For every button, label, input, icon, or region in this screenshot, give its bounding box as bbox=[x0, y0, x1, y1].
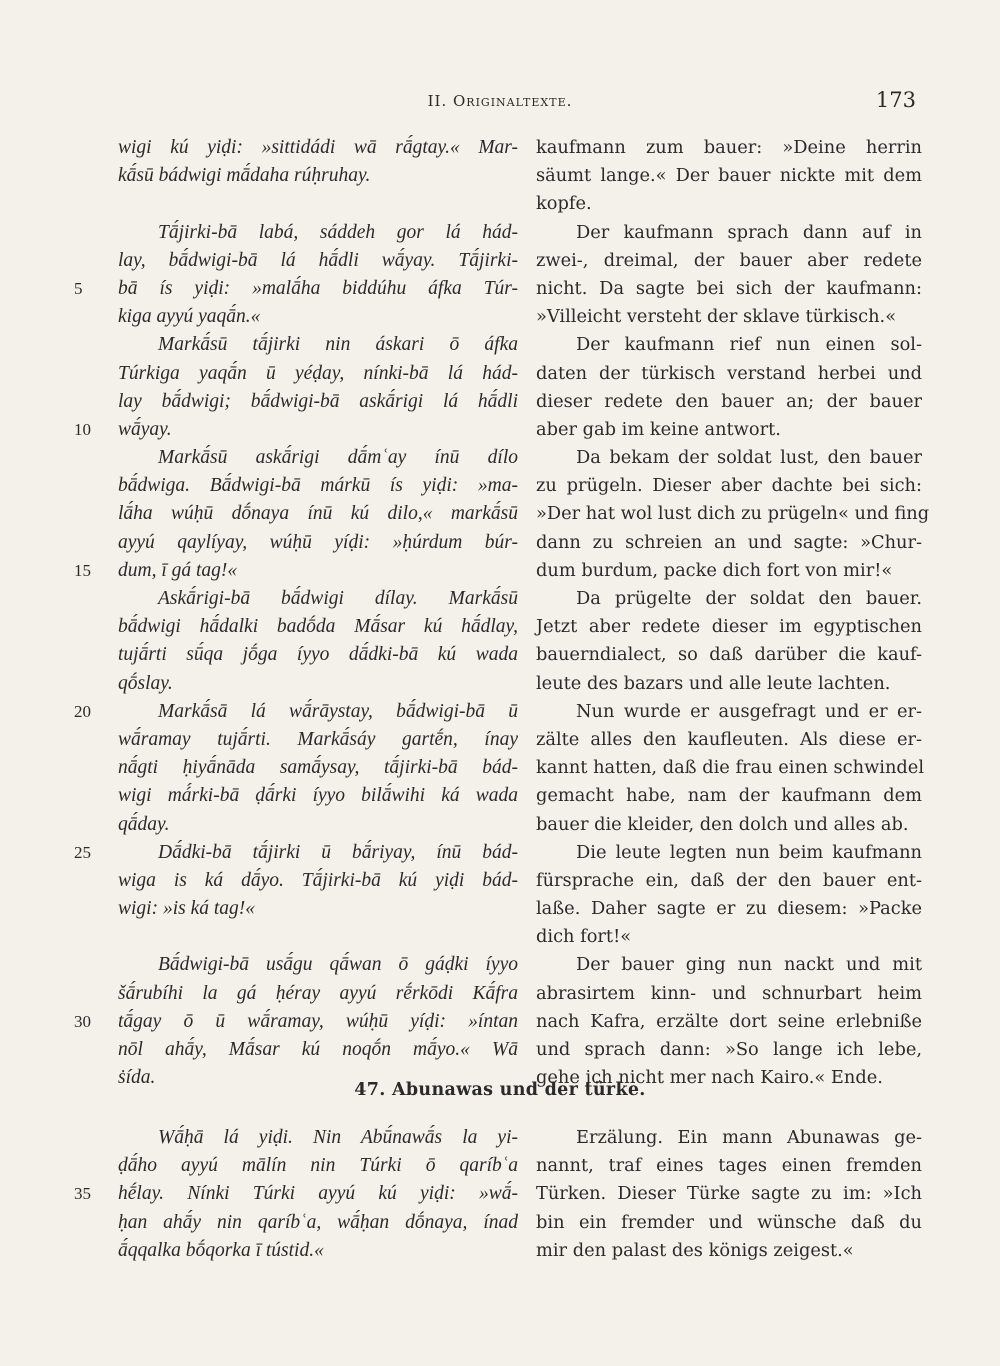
line-text: »Der hat wol lust dich zu prügeln« und fing bbox=[536, 503, 930, 525]
line-text: wigi má́rki-bā ḍā́rki íyyo bilā́wihi ká wada bbox=[118, 785, 518, 807]
line-text: Túrkiga yaqā́n ū yéḍay, nínki-bā lá hád- bbox=[118, 362, 518, 384]
text-line bbox=[536, 698, 922, 726]
line-text: mir den palast des königs zeigest.« bbox=[536, 1239, 854, 1261]
text-line bbox=[536, 726, 922, 754]
text-line bbox=[536, 867, 922, 895]
text-line bbox=[536, 811, 922, 839]
line-text: abrasirtem kinn- und schnurbart heim bbox=[536, 982, 922, 1004]
text-line bbox=[74, 1180, 518, 1208]
running-head bbox=[0, 88, 1000, 118]
text-line bbox=[536, 275, 922, 303]
line-text: Markā́sā lá wā́rāystay, bā́dwigi-bā ū bbox=[158, 700, 518, 722]
text-line bbox=[118, 1124, 518, 1152]
line-text: Die leute legten nun beim kaufmann bbox=[576, 841, 922, 863]
line-text: leute des bazars und alle leute lachten. bbox=[536, 672, 891, 694]
text-line bbox=[118, 162, 518, 190]
text-line bbox=[74, 557, 518, 585]
text-line bbox=[536, 1008, 922, 1036]
line-text: tujā́rti sū́qa jṓga íyyo dā́dki-bā kú wada bbox=[118, 644, 518, 666]
text-line bbox=[118, 303, 518, 331]
line-text: Dā́dki-bā tā́jirki ū bā́riyay, ínū bád- bbox=[158, 841, 518, 863]
line-text: bauer die kleider, den dolch und alles ab. bbox=[536, 813, 909, 835]
line-number: 15 bbox=[74, 560, 91, 580]
text-line bbox=[536, 895, 922, 923]
line-text: nōl ahā́y, Mā́sar kú noqṓn mā́yo.« Wā bbox=[118, 1039, 518, 1060]
text-line bbox=[536, 219, 922, 247]
text-line bbox=[118, 811, 518, 839]
text-line bbox=[118, 980, 518, 1008]
text-line bbox=[536, 641, 922, 669]
line-text: »Villeicht versteht der sklave türkisch.« bbox=[536, 306, 897, 328]
line-text: Da bekam der soldat lust, den bauer bbox=[576, 447, 922, 469]
line-text: dum, ī gá tag!« bbox=[118, 559, 238, 581]
text-line bbox=[118, 867, 518, 895]
somali-text-column-lower bbox=[74, 1124, 518, 1265]
text-line bbox=[536, 134, 922, 162]
text-line bbox=[536, 613, 922, 641]
text-line bbox=[118, 529, 518, 557]
text-line bbox=[536, 162, 922, 190]
line-text: tā́gay ō ū wā́ramay, wúḥū yíḍi: »íntan bbox=[118, 1010, 518, 1032]
line-text: Der kaufmann sprach dann auf in bbox=[576, 221, 922, 243]
text-line bbox=[536, 303, 922, 331]
line-text: ayyú qaylíyay, wúḥū yíḍi: »ḥúrdum búr- bbox=[118, 531, 518, 553]
line-text: wigi kú yiḍi: »sittidádi wā rā́gtay.« Mar- bbox=[118, 137, 518, 158]
line-text: zälte alles den kaufleuten. Als diese er- bbox=[536, 728, 922, 750]
text-line bbox=[118, 1237, 518, 1265]
somali-text-column-upper bbox=[74, 134, 518, 1092]
line-text: qṓslay. bbox=[118, 672, 173, 694]
line-text: kā́sū bádwigi mā́daha rúḥruhay. bbox=[118, 165, 371, 187]
text-line bbox=[118, 331, 518, 359]
line-text: qā́day. bbox=[118, 813, 170, 835]
blank-line bbox=[118, 923, 518, 951]
line-number: 25 bbox=[74, 842, 91, 862]
text-line bbox=[536, 444, 922, 472]
line-text: ḥan ahā́y nin qaríbʿa, wā́ḥan dṓnaya, ínad bbox=[118, 1211, 518, 1233]
text-line bbox=[118, 585, 518, 613]
line-text: dum burdum, packe dich fort von mir!« bbox=[536, 559, 893, 581]
line-number: 20 bbox=[74, 701, 91, 721]
text-line bbox=[536, 331, 922, 359]
text-line bbox=[536, 1237, 922, 1265]
text-line bbox=[118, 1152, 518, 1180]
line-text: gemacht habe, nam der kaufmann dem bbox=[536, 785, 922, 807]
text-line bbox=[74, 416, 518, 444]
german-translation-column-upper bbox=[536, 134, 930, 1092]
line-text: lā́ha wúḥū dṓnaya ínū kú dilo,« markā́sū bbox=[118, 503, 518, 525]
line-text: Nun wurde er ausgefragt und er er- bbox=[576, 700, 922, 722]
text-line bbox=[536, 416, 922, 444]
line-text: gehe ich nicht mer nach Kairo.« Ende. bbox=[536, 1067, 883, 1089]
text-line bbox=[118, 641, 518, 669]
text-line bbox=[536, 754, 925, 782]
line-text: Der bauer ging nun nackt und mit bbox=[576, 954, 922, 976]
text-line bbox=[118, 444, 518, 472]
line-text: Wā́ḥā lá yiḍi. Nin Abū́nawā́s la yi- bbox=[158, 1127, 518, 1148]
text-line bbox=[74, 275, 518, 303]
blank-line bbox=[118, 190, 518, 218]
line-text: ā́qqalka bṓqorka ī tústid.« bbox=[118, 1239, 324, 1261]
text-line bbox=[74, 698, 518, 726]
text-line bbox=[536, 839, 922, 867]
line-text: nicht. Da sagte bei sich der kaufmann: bbox=[536, 277, 922, 299]
line-text: wā́yay. bbox=[118, 418, 172, 440]
text-line bbox=[536, 670, 922, 698]
line-text: und sprach dann: »So lange ich lebe, bbox=[536, 1039, 922, 1060]
text-line bbox=[118, 754, 518, 782]
text-line bbox=[118, 670, 518, 698]
line-text: Bā́dwigi-bā usā́gu qā́wan ō gáḍki íyyo bbox=[158, 954, 518, 976]
text-line bbox=[536, 1152, 922, 1180]
line-text: bauerndialect, so daß darüber die kauf- bbox=[536, 644, 922, 666]
text-line bbox=[74, 839, 518, 867]
text-line bbox=[118, 1036, 518, 1064]
text-line bbox=[536, 360, 922, 388]
text-line bbox=[118, 1209, 518, 1237]
text-line bbox=[118, 500, 518, 528]
line-text: hḗlay. Nínki Túrki ayyú kú yiḍi: »wā́- bbox=[118, 1183, 518, 1205]
line-text: lay, bā́dwigi-bā lá hā́dli wā́yay. Tā́jirki- bbox=[118, 249, 518, 271]
line-text: kiga ayyú yaqā́n.« bbox=[118, 306, 261, 328]
line-text: wiga is ká dā́yo. Tā́jirki-bā kú yiḍi bád- bbox=[118, 869, 518, 891]
line-text: bin ein fremder und wünsche daß du bbox=[536, 1211, 922, 1233]
text-line bbox=[118, 613, 518, 641]
line-text: dieser redete den bauer an; der bauer bbox=[536, 390, 922, 412]
line-number: 35 bbox=[74, 1184, 91, 1204]
text-line bbox=[536, 782, 922, 810]
line-text: ṡída. bbox=[118, 1067, 156, 1089]
text-line bbox=[118, 134, 518, 162]
line-text: bā ís yiḍi: »malā́ha biddúhu áfka Túr- bbox=[118, 277, 518, 299]
text-line bbox=[118, 247, 518, 275]
text-line bbox=[118, 472, 518, 500]
line-text: nach Kafra, erzälte dort seine erlebniße bbox=[536, 1010, 922, 1032]
line-text: aber gab im keine antwort. bbox=[536, 418, 781, 440]
german-translation-column-lower bbox=[536, 1124, 922, 1265]
text-line bbox=[536, 1124, 922, 1152]
text-line bbox=[118, 726, 518, 754]
line-text: Der kaufmann rief nun einen sol- bbox=[576, 334, 922, 356]
line-text: Askā́rigi-bā bā́dwigi dílay. Markā́sū bbox=[158, 588, 518, 609]
text-line bbox=[536, 500, 930, 528]
line-text: nannt, traf eines tages einen fremden bbox=[536, 1155, 922, 1177]
line-text: bā́dwigi hā́dalki badṓda Mā́sar kú hā́dlay, bbox=[118, 616, 518, 638]
page-number: 173 bbox=[875, 88, 916, 112]
running-title: II. Originaltexte. bbox=[427, 92, 573, 110]
line-text: kannt hatten, daß die frau einen schwindel bbox=[536, 757, 925, 779]
text-line bbox=[536, 557, 922, 585]
line-number: 30 bbox=[74, 1011, 91, 1031]
line-text: ḍā́ho ayyú mālín nin Túrki ō qaríbʿa bbox=[118, 1155, 518, 1177]
text-line bbox=[536, 951, 922, 979]
line-number: 5 bbox=[74, 278, 83, 298]
text-line bbox=[118, 219, 518, 247]
line-text: zwei-, dreimal, der bauer aber redete bbox=[536, 249, 922, 271]
line-text: kaufmann zum bauer: »Deine herrin bbox=[536, 137, 922, 158]
text-line bbox=[118, 388, 518, 416]
line-text: Da prügelte der soldat den bauer. bbox=[576, 588, 922, 609]
line-text: Tā́jirki-bā labá, sáddeh gor lá hád- bbox=[158, 221, 518, 243]
line-text: lay bā́dwigi; bā́dwigi-bā askā́rigi lá hā́dli bbox=[118, 390, 518, 412]
text-line bbox=[118, 895, 518, 923]
text-line bbox=[536, 388, 922, 416]
line-text: wā́ramay tujā́rti. Markā́sáy gartḗn, ínay bbox=[118, 728, 518, 750]
text-line bbox=[536, 529, 922, 557]
line-text: säumt lange.« Der bauer nickte mit dem bbox=[536, 165, 922, 187]
line-number: 10 bbox=[74, 419, 91, 439]
line-text: dich fort!« bbox=[536, 926, 632, 948]
text-line bbox=[536, 923, 922, 951]
text-line bbox=[536, 980, 922, 1008]
text-line bbox=[118, 360, 518, 388]
line-text: Türken. Dieser Türke sagte zu im: »Ich bbox=[536, 1183, 922, 1205]
text-line bbox=[536, 1209, 922, 1237]
text-line bbox=[536, 585, 922, 613]
line-text: šā́rubíhi la gá ḥéray ayyú rḗrkōdi Kā́fra bbox=[118, 982, 518, 1004]
line-text: Markā́sū askā́rigi dā́mʿay ínū dílo bbox=[158, 447, 518, 469]
text-line bbox=[118, 951, 518, 979]
line-text: kopfe. bbox=[536, 193, 592, 215]
text-line bbox=[536, 1036, 922, 1064]
text-line bbox=[536, 190, 922, 218]
line-text: bā́dwiga. Bā́dwigi-bā márkū ís yiḍi: »ma- bbox=[118, 475, 518, 497]
line-text: dann zu schreien an und sagte: »Chur- bbox=[536, 531, 922, 553]
line-text: Jetzt aber redete dieser im egyptischen bbox=[536, 616, 922, 638]
line-text: wigi: »is ká tag!« bbox=[118, 898, 256, 920]
line-text: Markā́sū tā́jirki nin áskari ō áfka bbox=[158, 334, 518, 356]
line-text: laße. Daher sagte er zu diesem: »Packe bbox=[536, 898, 922, 920]
text-line bbox=[536, 1180, 922, 1208]
line-text: fürsprache ein, daß der den bauer ent- bbox=[536, 869, 922, 891]
line-text: nā́gti ḥiyā́nāda samā́ysay, tā́jirki-bā bád- bbox=[118, 757, 518, 779]
text-line bbox=[118, 782, 518, 810]
line-text: daten der türkisch verstand herbei und bbox=[536, 362, 922, 384]
text-line bbox=[74, 1008, 518, 1036]
text-line bbox=[536, 247, 922, 275]
line-text: Erzälung. Ein mann Abunawas ge- bbox=[576, 1127, 922, 1148]
section-heading: 47. Abunawas und der türke. bbox=[354, 1080, 646, 1100]
line-text: zu prügeln. Dieser aber dachte bei sich: bbox=[536, 475, 922, 497]
text-line bbox=[536, 472, 922, 500]
